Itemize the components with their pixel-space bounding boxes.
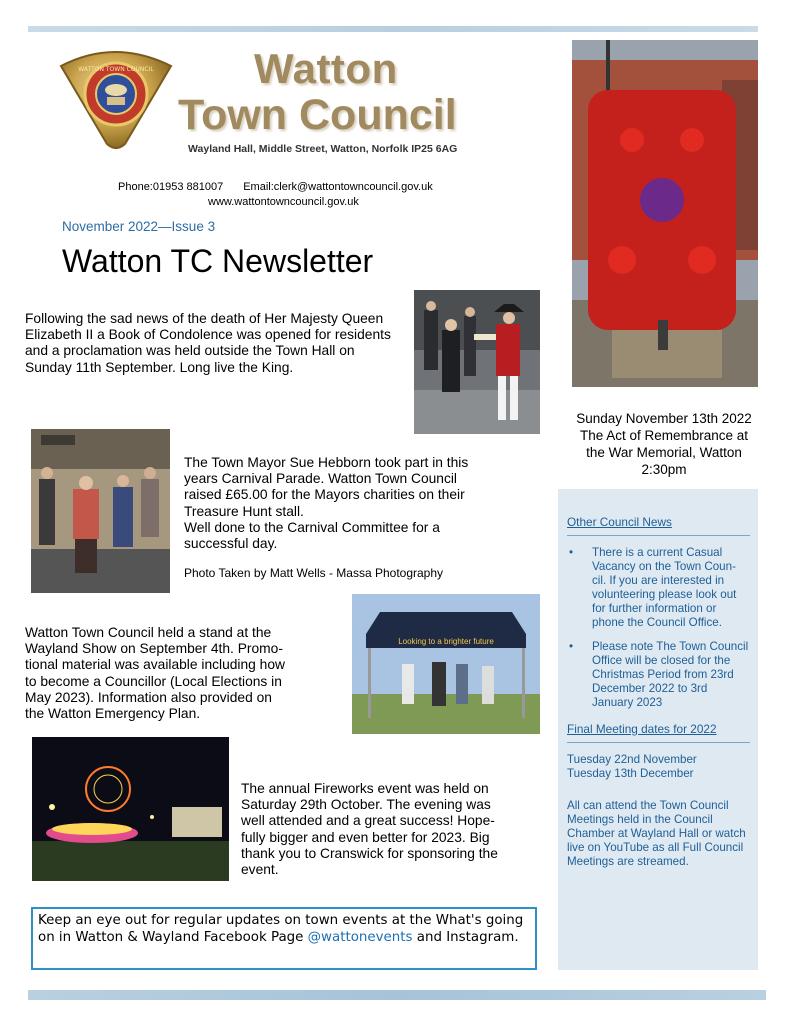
article-carnival bbox=[184, 455, 516, 552]
remembrance-caption bbox=[560, 410, 768, 478]
article-line: tional material was available including how bbox=[25, 657, 285, 673]
caption-line: Sunday November 13th 2022 bbox=[576, 411, 752, 426]
article-fireworks bbox=[241, 781, 541, 878]
article-line: fully bigger and even better for 2023. Big bbox=[241, 829, 490, 845]
article-line: to become a Councillor (Local Elections in bbox=[25, 673, 282, 689]
news-list-item bbox=[567, 640, 750, 710]
caption-line: the War Memorial, Watton bbox=[586, 445, 742, 460]
social-media-info-box bbox=[31, 907, 537, 970]
bullet-icon: • bbox=[569, 546, 574, 559]
crest-lettering: WATTON TOWN COUNCIL bbox=[78, 66, 154, 73]
article-line: Wayland Show on September 4th. Promo- bbox=[25, 641, 283, 657]
caption-line: The Act of Remembrance at bbox=[579, 428, 749, 443]
article-line: Treasure Hunt stall. bbox=[184, 503, 304, 519]
fireworks-fairground-photo bbox=[32, 737, 229, 881]
article-line: well attended and a great success! Hope- bbox=[241, 813, 495, 829]
website-link[interactable]: www.wattontowncouncil.gov.uk bbox=[208, 196, 359, 208]
top-decorative-bar bbox=[28, 26, 758, 32]
article-queen-condolence: Following the sad news of the death of Her Majesty Queen Elizabeth II a Book of Condolence was opened for residents and a proclamation was held outside the Town Hall on Sunday 11th September. Long live the King. bbox=[25, 311, 391, 375]
social-media-text bbox=[38, 912, 530, 946]
article-line: successful day. bbox=[184, 536, 278, 552]
phone-number: Phone:01953 881007 bbox=[118, 181, 224, 193]
bottom-decorative-bar bbox=[28, 990, 766, 1000]
meeting-date: Tuesday 13th December bbox=[567, 767, 694, 780]
council-address: Wayland Hall, Middle Street, Watton, Norfolk IP25 6AG bbox=[188, 143, 458, 155]
wayland-show-stand-photo bbox=[352, 594, 540, 734]
caption-line: 2:30pm bbox=[641, 462, 687, 477]
photo-credit: Photo Taken by Matt Wells - Massa Photography bbox=[184, 566, 444, 580]
gazebo-banner-text: Looking to a brighter future bbox=[398, 637, 494, 646]
article-line: The Town Mayor Sue Hebborn took part in this bbox=[184, 455, 469, 470]
council-news-list bbox=[567, 546, 750, 710]
info-text: Keep an eye out for regular updates on town events at the What's going on in Watton & Wayland Facebook Page bbox=[38, 913, 524, 945]
sidebar-divider bbox=[567, 535, 750, 536]
council-title-line2: Town Council bbox=[178, 91, 457, 139]
article-line: Saturday 29th October. The evening was bbox=[241, 797, 491, 813]
news-item-text: Please note The Town Council Office will be closed for the Christmas Period from 23rd December 2022 to 3rd January 2023 bbox=[592, 640, 749, 709]
article-line: raised £65.00 for the Mayors charities on their bbox=[184, 487, 465, 503]
article-line: Watton Town Council held a stand at the bbox=[25, 625, 272, 640]
council-news-sidebar bbox=[558, 489, 758, 970]
contact-line bbox=[118, 181, 433, 193]
council-title-line1: Watton bbox=[254, 45, 398, 92]
info-text-end: and Instagram. bbox=[412, 930, 519, 945]
meeting-date: Tuesday 22nd November bbox=[567, 753, 697, 766]
facebook-handle-link[interactable]: @wattonevents bbox=[307, 930, 413, 945]
carnival-parade-photo bbox=[31, 429, 170, 593]
article-line: thank you to Cranswick for sponsoring the bbox=[241, 845, 498, 861]
issue-label: November 2022—Issue 3 bbox=[62, 219, 216, 234]
attend-meetings-text: All can attend the Town Council Meetings held in the Council Chamber at Wayland Hall or watch live on YouTube as all Full Council Meetings are streamed. bbox=[567, 799, 746, 868]
news-list-item bbox=[567, 546, 750, 630]
war-memorial-poppies-photo bbox=[572, 40, 758, 387]
article-line: the Watton Emergency Plan. bbox=[25, 706, 201, 722]
meeting-dates-heading: Final Meeting dates for 2022 bbox=[567, 722, 717, 736]
article-wayland-show bbox=[25, 625, 325, 722]
article-line: years Carnival Parade. Watton Town Council bbox=[184, 471, 457, 487]
bullet-icon: • bbox=[569, 640, 574, 653]
newsletter-title: Watton TC Newsletter bbox=[62, 243, 374, 279]
other-council-news-heading: Other Council News bbox=[567, 515, 672, 529]
proclamation-photo bbox=[414, 290, 540, 434]
article-line: The annual Fireworks event was held on bbox=[241, 781, 489, 796]
council-crest-logo bbox=[55, 44, 177, 149]
sidebar-divider bbox=[567, 742, 750, 743]
article-line: event. bbox=[241, 862, 279, 878]
article-line: Well done to the Carnival Committee for a bbox=[184, 519, 440, 535]
article-line: May 2023). Information also provided on bbox=[25, 689, 272, 705]
email-address[interactable]: Email:clerk@wattontowncouncil.gov.uk bbox=[243, 181, 433, 193]
news-item-text: There is a current Casual Vacancy on the Town Coun-cil. If you are interested in volunteering please look out for further information or phone the Council Office. bbox=[592, 546, 737, 629]
